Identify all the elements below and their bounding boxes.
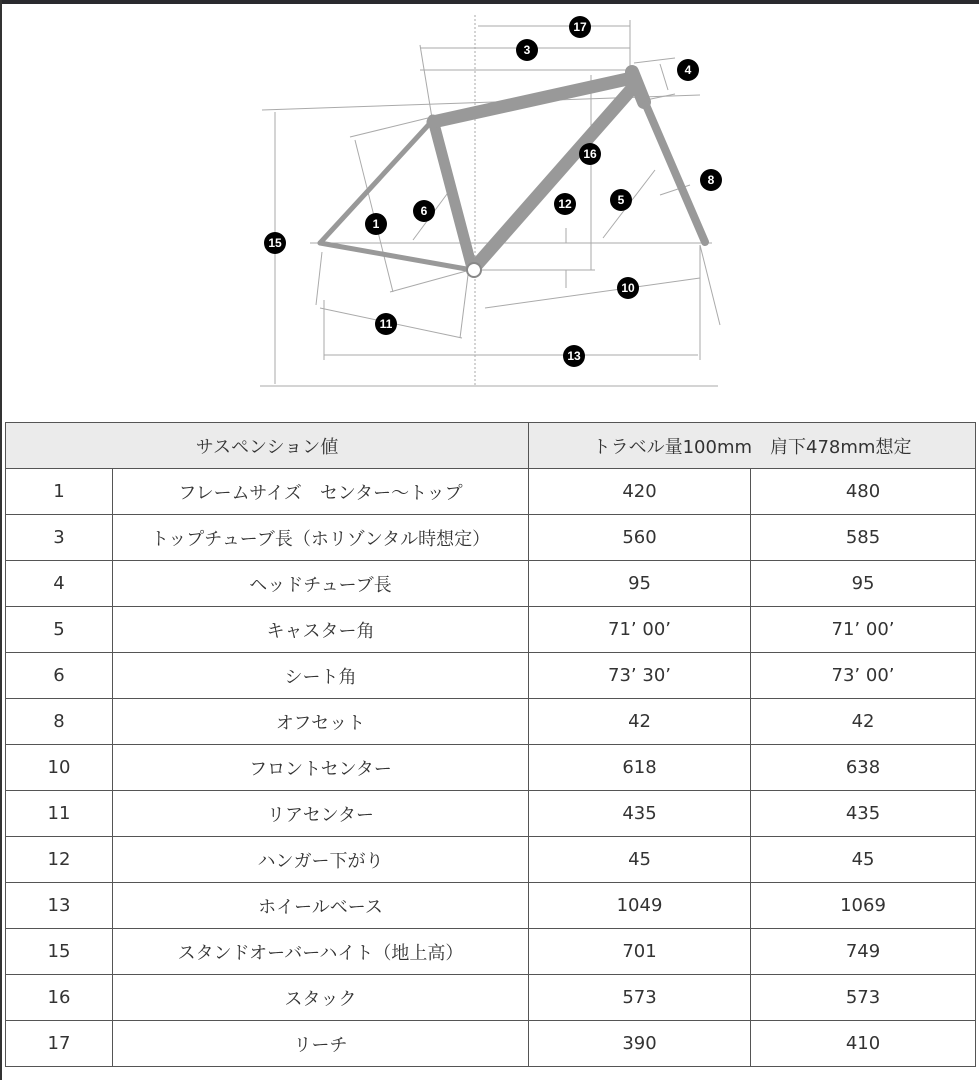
cell-no: 4 [6,561,113,607]
cell-a: 573 [529,975,751,1021]
cell-b: 749 [751,929,976,975]
badge-4 [677,59,699,81]
cell-b: 45 [751,837,976,883]
cell-a: 1049 [529,883,751,929]
cell-b: 480 [751,469,976,515]
cell-b: 1069 [751,883,976,929]
dimension-badges [264,16,722,367]
cell-no: 10 [6,745,113,791]
table-row [6,699,976,745]
badge-3 [516,39,538,61]
cell-no: 17 [6,1021,113,1067]
svg-text:12: 12 [558,197,572,211]
svg-text:11: 11 [379,317,393,331]
table-row [6,607,976,653]
badge-10 [617,277,639,299]
badge-17 [569,16,591,38]
cell-name: ハンガー下がり [113,837,529,883]
svg-text:4: 4 [684,63,692,77]
cell-name: ヘッドチューブ長 [113,561,529,607]
table-row [6,653,976,699]
svg-text:6: 6 [420,204,428,218]
cell-no: 5 [6,607,113,653]
cell-name: ホイールベース [113,883,529,929]
dimension-lines [260,15,720,386]
table-row [6,929,976,975]
svg-text:15: 15 [268,236,282,250]
cell-b: 638 [751,745,976,791]
cell-b: 42 [751,699,976,745]
cell-no: 1 [6,469,113,515]
svg-text:3: 3 [523,43,531,57]
cell-no: 15 [6,929,113,975]
cell-name: トップチューブ長（ホリゾンタル時想定） [113,515,529,561]
cell-no: 16 [6,975,113,1021]
badge-12 [554,193,576,215]
table-row [6,469,976,515]
geometry-table [5,422,976,1067]
cell-name: スタンドオーバーハイト（地上高） [113,929,529,975]
badge-11 [375,313,397,335]
svg-text:17: 17 [573,20,587,34]
cell-no: 13 [6,883,113,929]
cell-name: リアセンター [113,791,529,837]
cell-name: フロントセンター [113,745,529,791]
cell-no: 12 [6,837,113,883]
cell-no: 6 [6,653,113,699]
svg-text:1: 1 [372,217,380,231]
cell-name: スタック [113,975,529,1021]
badge-8 [700,169,722,191]
table-row [6,975,976,1021]
cell-a: 95 [529,561,751,607]
cell-a: 73’ 30’ [529,653,751,699]
table-row [6,791,976,837]
badge-13 [563,345,585,367]
cell-b: 95 [751,561,976,607]
cell-a: 420 [529,469,751,515]
badge-5 [610,189,632,211]
bottom-bracket [467,263,481,277]
cell-a: 435 [529,791,751,837]
svg-text:8: 8 [707,173,715,187]
cell-a: 390 [529,1021,751,1067]
cell-b: 73’ 00’ [751,653,976,699]
table-row [6,837,976,883]
cell-no: 3 [6,515,113,561]
cell-a: 45 [529,837,751,883]
badge-1 [365,213,387,235]
table-header-row [6,423,976,469]
cell-a: 71’ 00’ [529,607,751,653]
cell-name: フレームサイズ センター〜トップ [113,469,529,515]
table-row [6,883,976,929]
bike-frame [320,72,705,270]
cell-a: 560 [529,515,751,561]
cell-b: 585 [751,515,976,561]
cell-name: オフセット [113,699,529,745]
cell-b: 573 [751,975,976,1021]
header-suspension: サスペンション値 [6,423,529,469]
table-row [6,745,976,791]
svg-text:10: 10 [621,281,635,295]
svg-text:13: 13 [567,349,581,363]
cell-a: 42 [529,699,751,745]
cell-no: 8 [6,699,113,745]
cell-b: 410 [751,1021,976,1067]
cell-a: 701 [529,929,751,975]
badge-6 [413,200,435,222]
frame-geometry-diagram [0,0,979,400]
table-row [6,515,976,561]
badge-16 [579,143,601,165]
cell-no: 11 [6,791,113,837]
cell-name: キャスター角 [113,607,529,653]
header-travel: トラベル量100mm 肩下478mm想定 [529,423,976,469]
badge-15 [264,232,286,254]
cell-b: 71’ 00’ [751,607,976,653]
svg-text:5: 5 [617,193,625,207]
cell-name: リーチ [113,1021,529,1067]
cell-b: 435 [751,791,976,837]
cell-name: シート角 [113,653,529,699]
cell-a: 618 [529,745,751,791]
svg-text:16: 16 [583,147,597,161]
table-row [6,561,976,607]
table-row [6,1021,976,1067]
